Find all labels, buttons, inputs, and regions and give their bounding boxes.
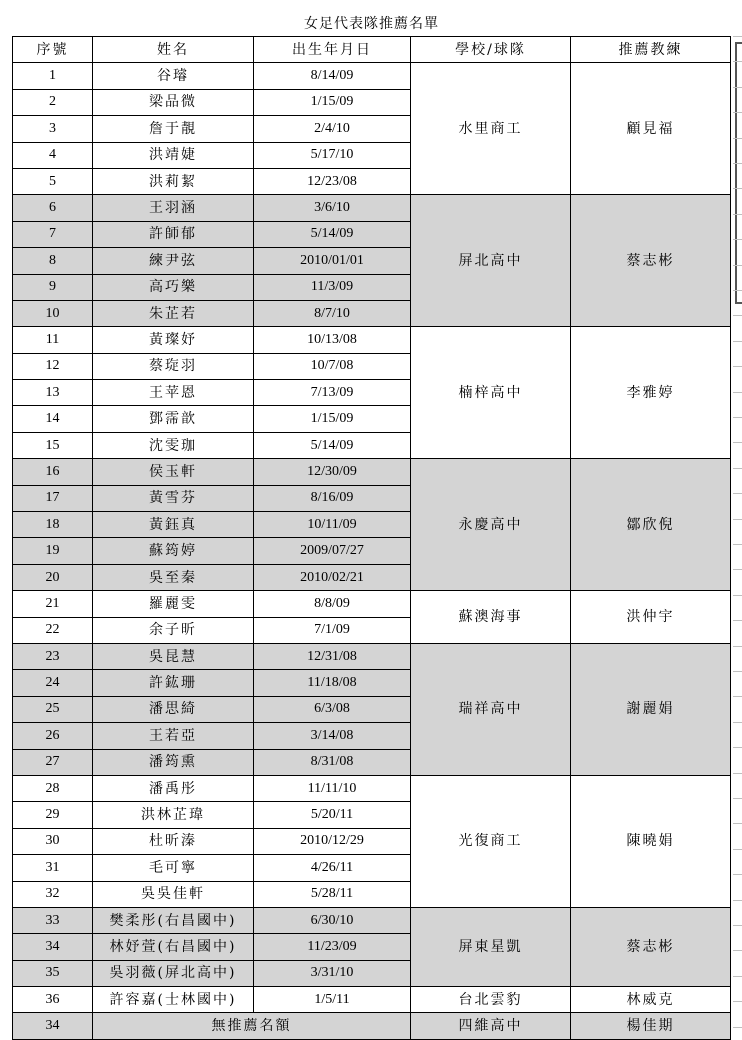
cell-name: 余子昕 bbox=[93, 617, 254, 643]
gridline-tick bbox=[733, 36, 742, 37]
table-row bbox=[13, 459, 731, 485]
cell-no: 22 bbox=[13, 617, 93, 643]
cell-coach: 謝麗娟 bbox=[571, 643, 731, 775]
cell-school: 屏北高中 bbox=[411, 195, 571, 327]
cell-name: 潘思綺 bbox=[93, 696, 254, 722]
cell-name: 林妤萱(右昌國中) bbox=[93, 934, 254, 960]
cell-no: 32 bbox=[13, 881, 93, 907]
cell-name: 毛可寧 bbox=[93, 855, 254, 881]
cell-coach: 顧見福 bbox=[571, 63, 731, 195]
cell-name: 王羽涵 bbox=[93, 195, 254, 221]
cell-birth: 7/1/09 bbox=[254, 617, 411, 643]
table-row bbox=[13, 643, 731, 669]
cell-birth: 2/4/10 bbox=[254, 116, 411, 142]
cell-coach: 陳曉娟 bbox=[571, 775, 731, 907]
cell-birth: 4/26/11 bbox=[254, 855, 411, 881]
header-birth: 出生年月日 bbox=[254, 37, 411, 63]
cell-birth: 2010/02/21 bbox=[254, 564, 411, 590]
cell-coach: 蔡志彬 bbox=[571, 907, 731, 986]
cell-birth: 11/11/10 bbox=[254, 775, 411, 801]
gridline-tick bbox=[733, 417, 742, 418]
cell-school: 瑞祥高中 bbox=[411, 643, 571, 775]
cell-school: 屏東星凱 bbox=[411, 907, 571, 986]
cell-no: 31 bbox=[13, 855, 93, 881]
gridline-tick bbox=[733, 696, 742, 697]
cell-name: 吳羽薇(屏北高中) bbox=[93, 960, 254, 986]
footer-school: 四維高中 bbox=[411, 1013, 571, 1039]
gridline-tick bbox=[733, 392, 742, 393]
group-bracket bbox=[735, 42, 742, 304]
cell-no: 4 bbox=[13, 142, 93, 168]
cell-name: 吳至秦 bbox=[93, 564, 254, 590]
cell-no: 25 bbox=[13, 696, 93, 722]
cell-name: 洪林芷瑋 bbox=[93, 802, 254, 828]
cell-school: 台北雲豹 bbox=[411, 987, 571, 1013]
cell-birth: 11/23/09 bbox=[254, 934, 411, 960]
gridline-tick bbox=[733, 773, 742, 774]
footer-row bbox=[13, 1013, 731, 1039]
gridline-tick bbox=[733, 950, 742, 951]
cell-name: 許容嘉(士林國中) bbox=[93, 987, 254, 1013]
header-no: 序號 bbox=[13, 37, 93, 63]
gridline-tick bbox=[733, 188, 742, 189]
cell-school: 水里商工 bbox=[411, 63, 571, 195]
cell-birth: 1/15/09 bbox=[254, 89, 411, 115]
cell-birth: 11/3/09 bbox=[254, 274, 411, 300]
table-row bbox=[13, 195, 731, 221]
roster-table bbox=[12, 12, 731, 1040]
cell-birth: 12/23/08 bbox=[254, 168, 411, 194]
gridline-tick bbox=[733, 722, 742, 723]
gridline-tick bbox=[733, 874, 742, 875]
cell-no: 28 bbox=[13, 775, 93, 801]
cell-name: 吳吳佳軒 bbox=[93, 881, 254, 907]
cell-school: 蘇澳海事 bbox=[411, 591, 571, 644]
gridline-tick bbox=[733, 925, 742, 926]
cell-name: 吳昆慧 bbox=[93, 643, 254, 669]
cell-name: 練尹弦 bbox=[93, 248, 254, 274]
cell-name: 鄧霈歆 bbox=[93, 406, 254, 432]
cell-no: 13 bbox=[13, 380, 93, 406]
cell-no: 9 bbox=[13, 274, 93, 300]
cell-name: 黃雪芬 bbox=[93, 485, 254, 511]
cell-school: 永慶高中 bbox=[411, 459, 571, 591]
footer-no: 34 bbox=[13, 1013, 93, 1039]
cell-birth: 8/16/09 bbox=[254, 485, 411, 511]
header-name: 姓名 bbox=[93, 37, 254, 63]
roster-sheet bbox=[12, 12, 730, 1040]
gridline-tick bbox=[733, 138, 742, 139]
table-row bbox=[13, 591, 731, 617]
gridline-tick bbox=[733, 544, 742, 545]
gridline-tick bbox=[733, 468, 742, 469]
cell-no: 8 bbox=[13, 248, 93, 274]
cell-no: 3 bbox=[13, 116, 93, 142]
cell-name: 高巧樂 bbox=[93, 274, 254, 300]
cell-no: 26 bbox=[13, 723, 93, 749]
cell-coach: 蔡志彬 bbox=[571, 195, 731, 327]
cell-birth: 10/7/08 bbox=[254, 353, 411, 379]
cell-birth: 3/6/10 bbox=[254, 195, 411, 221]
cell-birth: 1/5/11 bbox=[254, 987, 411, 1013]
cell-school: 光復商工 bbox=[411, 775, 571, 907]
gridline-tick bbox=[733, 569, 742, 570]
cell-name: 黃璨妤 bbox=[93, 327, 254, 353]
cell-name: 蔡琁羽 bbox=[93, 353, 254, 379]
cell-no: 18 bbox=[13, 512, 93, 538]
cell-birth: 3/31/10 bbox=[254, 960, 411, 986]
cell-no: 34 bbox=[13, 934, 93, 960]
gridline-tick bbox=[733, 849, 742, 850]
cell-birth: 5/14/09 bbox=[254, 221, 411, 247]
cell-coach: 洪仲宇 bbox=[571, 591, 731, 644]
gridline-tick bbox=[733, 239, 742, 240]
cell-no: 1 bbox=[13, 63, 93, 89]
cell-name: 潘禹彤 bbox=[93, 775, 254, 801]
cell-school: 楠梓高中 bbox=[411, 327, 571, 459]
cell-birth: 2010/01/01 bbox=[254, 248, 411, 274]
cell-birth: 12/31/08 bbox=[254, 643, 411, 669]
cell-name: 朱芷若 bbox=[93, 300, 254, 326]
cell-birth: 5/14/09 bbox=[254, 432, 411, 458]
gridline-tick bbox=[733, 265, 742, 266]
cell-birth: 2010/12/29 bbox=[254, 828, 411, 854]
cell-name: 羅麗雯 bbox=[93, 591, 254, 617]
cell-no: 23 bbox=[13, 643, 93, 669]
gridline-tick bbox=[733, 595, 742, 596]
header-row bbox=[13, 37, 731, 63]
cell-name: 王若亞 bbox=[93, 723, 254, 749]
cell-no: 29 bbox=[13, 802, 93, 828]
cell-birth: 3/14/08 bbox=[254, 723, 411, 749]
cell-birth: 7/13/09 bbox=[254, 380, 411, 406]
table-row bbox=[13, 775, 731, 801]
cell-birth: 10/13/08 bbox=[254, 327, 411, 353]
sheet-gridline-edge bbox=[733, 12, 742, 1012]
cell-birth: 5/28/11 bbox=[254, 881, 411, 907]
cell-name: 許師郁 bbox=[93, 221, 254, 247]
cell-no: 24 bbox=[13, 670, 93, 696]
cell-no: 10 bbox=[13, 300, 93, 326]
gridline-tick bbox=[733, 87, 742, 88]
cell-coach: 李雅婷 bbox=[571, 327, 731, 459]
cell-name: 潘筠熏 bbox=[93, 749, 254, 775]
cell-birth: 12/30/09 bbox=[254, 459, 411, 485]
cell-birth: 2009/07/27 bbox=[254, 538, 411, 564]
cell-no: 21 bbox=[13, 591, 93, 617]
cell-name: 許鈜珊 bbox=[93, 670, 254, 696]
table-row bbox=[13, 327, 731, 353]
cell-no: 20 bbox=[13, 564, 93, 590]
cell-name: 梁品微 bbox=[93, 89, 254, 115]
cell-coach: 林威克 bbox=[571, 987, 731, 1013]
cell-no: 12 bbox=[13, 353, 93, 379]
gridline-tick bbox=[733, 1027, 742, 1028]
cell-name: 沈雯珈 bbox=[93, 432, 254, 458]
gridline-tick bbox=[733, 366, 742, 367]
cell-birth: 6/3/08 bbox=[254, 696, 411, 722]
gridline-tick bbox=[733, 1001, 742, 1002]
cell-birth: 10/11/09 bbox=[254, 512, 411, 538]
table-row bbox=[13, 987, 731, 1013]
cell-no: 5 bbox=[13, 168, 93, 194]
footer-note: 無推薦名額 bbox=[93, 1013, 411, 1039]
cell-birth: 8/7/10 bbox=[254, 300, 411, 326]
gridline-tick bbox=[733, 214, 742, 215]
cell-name: 杜昕溱 bbox=[93, 828, 254, 854]
gridline-tick bbox=[733, 519, 742, 520]
table-row bbox=[13, 63, 731, 89]
footer-coach: 楊佳期 bbox=[571, 1013, 731, 1039]
cell-no: 15 bbox=[13, 432, 93, 458]
cell-birth: 5/17/10 bbox=[254, 142, 411, 168]
cell-no: 36 bbox=[13, 987, 93, 1013]
cell-birth: 8/14/09 bbox=[254, 63, 411, 89]
cell-birth: 5/20/11 bbox=[254, 802, 411, 828]
gridline-tick bbox=[733, 620, 742, 621]
cell-coach: 鄒欣倪 bbox=[571, 459, 731, 591]
cell-name: 洪靖婕 bbox=[93, 142, 254, 168]
table-title: 女足代表隊推薦名單 bbox=[13, 12, 731, 37]
cell-no: 7 bbox=[13, 221, 93, 247]
gridline-tick bbox=[733, 112, 742, 113]
cell-no: 14 bbox=[13, 406, 93, 432]
gridline-tick bbox=[733, 163, 742, 164]
gridline-tick bbox=[733, 900, 742, 901]
cell-name: 洪莉絜 bbox=[93, 168, 254, 194]
cell-no: 30 bbox=[13, 828, 93, 854]
gridline-tick bbox=[733, 315, 742, 316]
gridline-tick bbox=[733, 798, 742, 799]
cell-name: 谷璿 bbox=[93, 63, 254, 89]
table-row bbox=[13, 907, 731, 933]
cell-name: 樊柔彤(右昌國中) bbox=[93, 907, 254, 933]
gridline-tick bbox=[733, 976, 742, 977]
gridline-tick bbox=[733, 823, 742, 824]
cell-no: 11 bbox=[13, 327, 93, 353]
roster-body bbox=[13, 63, 731, 1013]
gridline-tick bbox=[733, 341, 742, 342]
gridline-tick bbox=[733, 290, 742, 291]
header-coach: 推薦教練 bbox=[571, 37, 731, 63]
cell-birth: 8/8/09 bbox=[254, 591, 411, 617]
gridline-tick bbox=[733, 646, 742, 647]
cell-no: 33 bbox=[13, 907, 93, 933]
gridline-tick bbox=[733, 747, 742, 748]
cell-no: 35 bbox=[13, 960, 93, 986]
cell-name: 侯玉軒 bbox=[93, 459, 254, 485]
gridline-tick bbox=[733, 671, 742, 672]
cell-no: 17 bbox=[13, 485, 93, 511]
cell-birth: 1/15/09 bbox=[254, 406, 411, 432]
cell-birth: 8/31/08 bbox=[254, 749, 411, 775]
gridline-tick bbox=[733, 442, 742, 443]
gridline-tick bbox=[733, 61, 742, 62]
cell-name: 詹于靚 bbox=[93, 116, 254, 142]
cell-name: 黃鈺真 bbox=[93, 512, 254, 538]
cell-no: 6 bbox=[13, 195, 93, 221]
cell-birth: 6/30/10 bbox=[254, 907, 411, 933]
cell-name: 王苹恩 bbox=[93, 380, 254, 406]
cell-no: 2 bbox=[13, 89, 93, 115]
header-school: 學校/球隊 bbox=[411, 37, 571, 63]
cell-no: 27 bbox=[13, 749, 93, 775]
cell-birth: 11/18/08 bbox=[254, 670, 411, 696]
cell-no: 19 bbox=[13, 538, 93, 564]
cell-no: 16 bbox=[13, 459, 93, 485]
gridline-tick bbox=[733, 493, 742, 494]
cell-name: 蘇筠婷 bbox=[93, 538, 254, 564]
